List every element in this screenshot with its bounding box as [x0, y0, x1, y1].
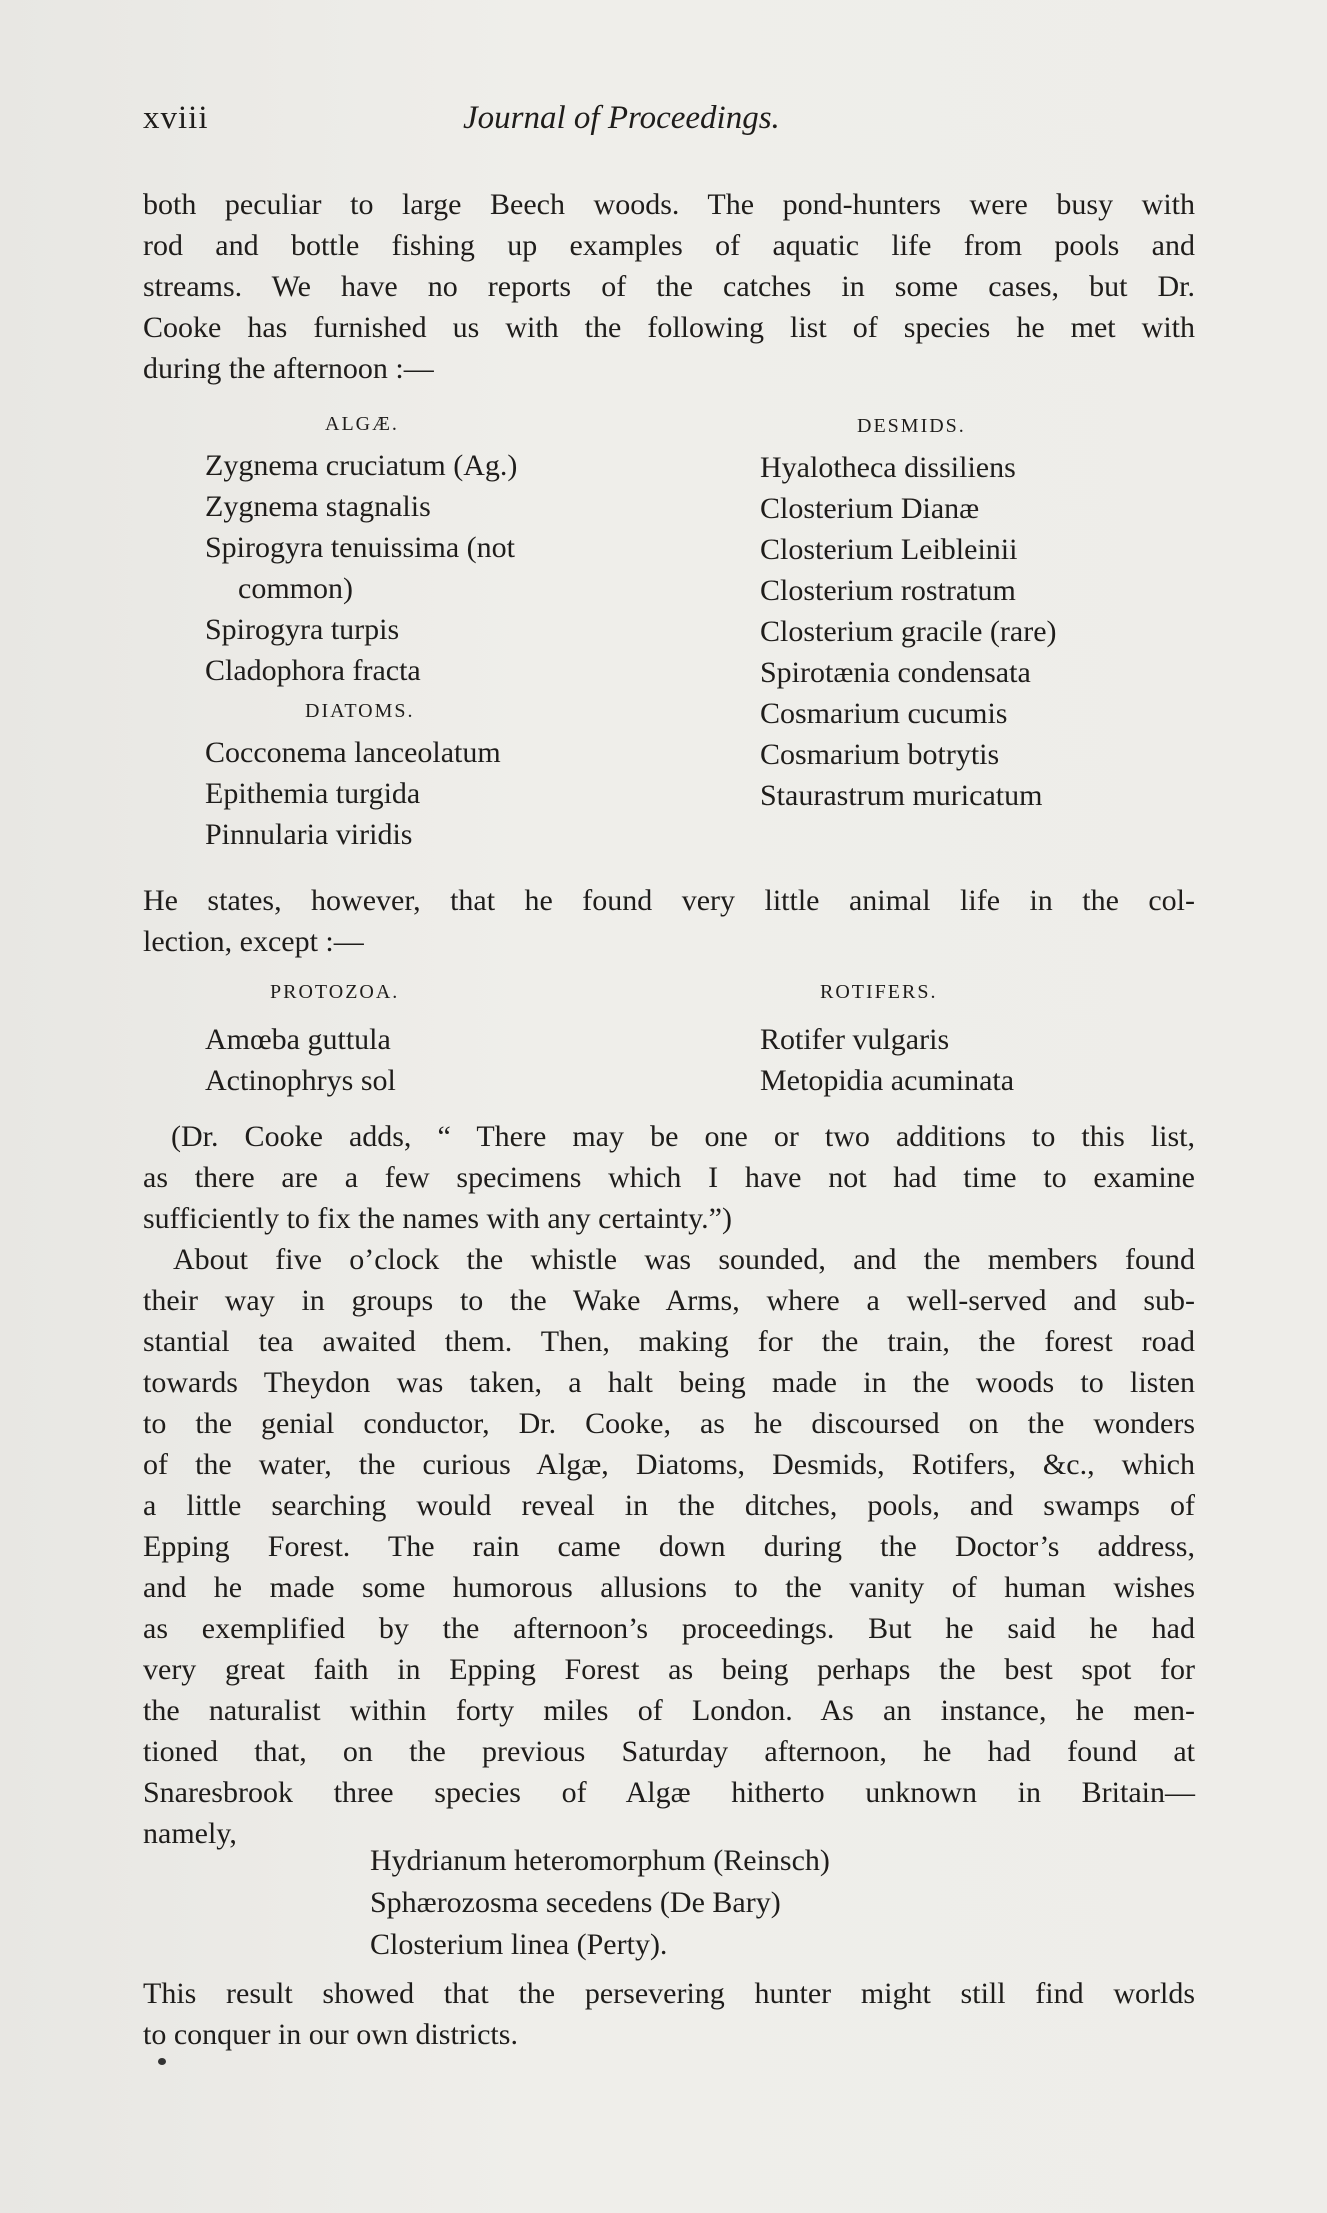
- rotifers-column: [760, 972, 1190, 1101]
- text-line: as there are a few specimens which I have not had time to examine: [143, 1161, 1195, 1194]
- rotifers-heading: ROTIFERS.: [820, 981, 938, 1003]
- species-item: Cosmarium cucumis: [760, 697, 1008, 730]
- intro-paragraph: [143, 184, 1195, 389]
- diatoms-heading: DIATOMS.: [305, 700, 415, 722]
- species-item: Epithemia turgida: [205, 777, 421, 810]
- page-number: xviii: [143, 100, 209, 136]
- species-item: Actinophrys sol: [205, 1064, 396, 1097]
- species-item: Cocconema lanceolatum: [205, 736, 501, 769]
- text-line: to the genial conductor, Dr. Cooke, as he discoursed on the wonders: [143, 1407, 1195, 1440]
- text-line: rod and bottle fishing up examples of aquatic life from pools and: [143, 229, 1195, 262]
- species-item: Spirogyra turpis: [205, 613, 400, 646]
- species-item: Closterium linea (Perty).: [370, 1928, 668, 1961]
- species-item: Spirogyra tenuissima (not: [205, 531, 515, 564]
- desmids-heading: DESMIDS.: [857, 415, 966, 437]
- desmids-column: [760, 406, 1190, 816]
- text-line: very great faith in Epping Forest as being perhaps the best spot for: [143, 1653, 1195, 1686]
- text-line: About five o’clock the whistle was sounded, and the members found: [173, 1243, 1195, 1276]
- text-line: during the afternoon :—: [143, 352, 434, 385]
- statement-paragraph: [143, 880, 1195, 962]
- text-line: lection, except :—: [143, 925, 364, 958]
- species-item: Closterium rostratum: [760, 574, 1016, 607]
- species-item: Pinnularia viridis: [205, 818, 413, 851]
- text-line: (Dr. Cooke adds, “ There may be one or two additions to this list,: [171, 1120, 1195, 1153]
- text-line: Cooke has furnished us with the following list of species he met with: [143, 311, 1195, 344]
- text-line: Snaresbrook three species of Algæ hitherto unknown in Britain—: [143, 1776, 1195, 1809]
- protozoa-column: [205, 972, 655, 1101]
- species-item: Closterium Dianæ: [760, 492, 980, 525]
- main-paragraph: [143, 1239, 1195, 1854]
- text-line: tioned that, on the previous Saturday afternoon, he had found at: [143, 1735, 1195, 1768]
- species-item: Hydrianum heteromorphum (Reinsch): [370, 1844, 830, 1877]
- species-item: Closterium gracile (rare): [760, 615, 1057, 648]
- ink-speck: [158, 2058, 166, 2065]
- species-item: Spirotænia condensata: [760, 656, 1031, 689]
- species-item: Amœba guttula: [205, 1023, 391, 1056]
- species-item: Hyalotheca dissiliens: [760, 451, 1016, 484]
- text-line: the naturalist within forty miles of London. As an instance, he men-: [143, 1694, 1195, 1727]
- species-item: Closterium Leibleinii: [760, 533, 1018, 566]
- page-header: [143, 100, 1193, 150]
- text-line: namely,: [143, 1817, 237, 1850]
- species-item: Staurastrum muricatum: [760, 779, 1043, 812]
- text-line: stantial tea awaited them. Then, making for the train, the forest road: [143, 1325, 1195, 1358]
- species-item: Cosmarium botrytis: [760, 738, 1000, 771]
- new-species-list: [370, 1840, 830, 1966]
- text-line: as exemplified by the afternoon’s proceedings. But he said he had: [143, 1612, 1195, 1645]
- text-line: and he made some humorous allusions to the vanity of human wishes: [143, 1571, 1195, 1604]
- closing-paragraph: [143, 1973, 1195, 2055]
- note-paragraph: [143, 1116, 1195, 1239]
- text-line: Epping Forest. The rain came down during the Doctor’s address,: [143, 1530, 1195, 1563]
- algae-diatoms-column: [205, 404, 725, 855]
- species-item: Zygnema cruciatum (Ag.): [205, 449, 518, 482]
- species-item: Cladophora fracta: [205, 654, 421, 687]
- text-line: of the water, the curious Algæ, Diatoms, Desmids, Rotifers, &c., which: [143, 1448, 1195, 1481]
- species-item: Rotifer vulgaris: [760, 1023, 950, 1056]
- text-line: their way in groups to the Wake Arms, where a well-served and sub-: [143, 1284, 1195, 1317]
- text-line: sufficiently to fix the names with any certainty.”): [143, 1202, 732, 1235]
- text-line: a little searching would reveal in the ditches, pools, and swamps of: [143, 1489, 1195, 1522]
- species-item: Metopidia acuminata: [760, 1064, 1015, 1097]
- text-line: He states, however, that he found very little animal life in the col-: [143, 884, 1195, 917]
- species-item: common): [238, 572, 353, 605]
- text-line: to conquer in our own districts.: [143, 2018, 518, 2051]
- text-line: streams. We have no reports of the catches in some cases, but Dr.: [143, 270, 1195, 303]
- text-line: towards Theydon was taken, a halt being made in the woods to listen: [143, 1366, 1195, 1399]
- text-line: This result showed that the persevering hunter might still find worlds: [143, 1977, 1195, 2010]
- text-line: both peculiar to large Beech woods. The pond-hunters were busy with: [143, 188, 1195, 221]
- protozoa-heading: PROTOZOA.: [270, 981, 400, 1003]
- species-item: Zygnema stagnalis: [205, 490, 431, 523]
- species-item: Sphærozosma secedens (De Bary): [370, 1886, 781, 1919]
- running-title: Journal of Proceedings.: [463, 100, 780, 136]
- algae-heading: ALGÆ.: [325, 413, 399, 435]
